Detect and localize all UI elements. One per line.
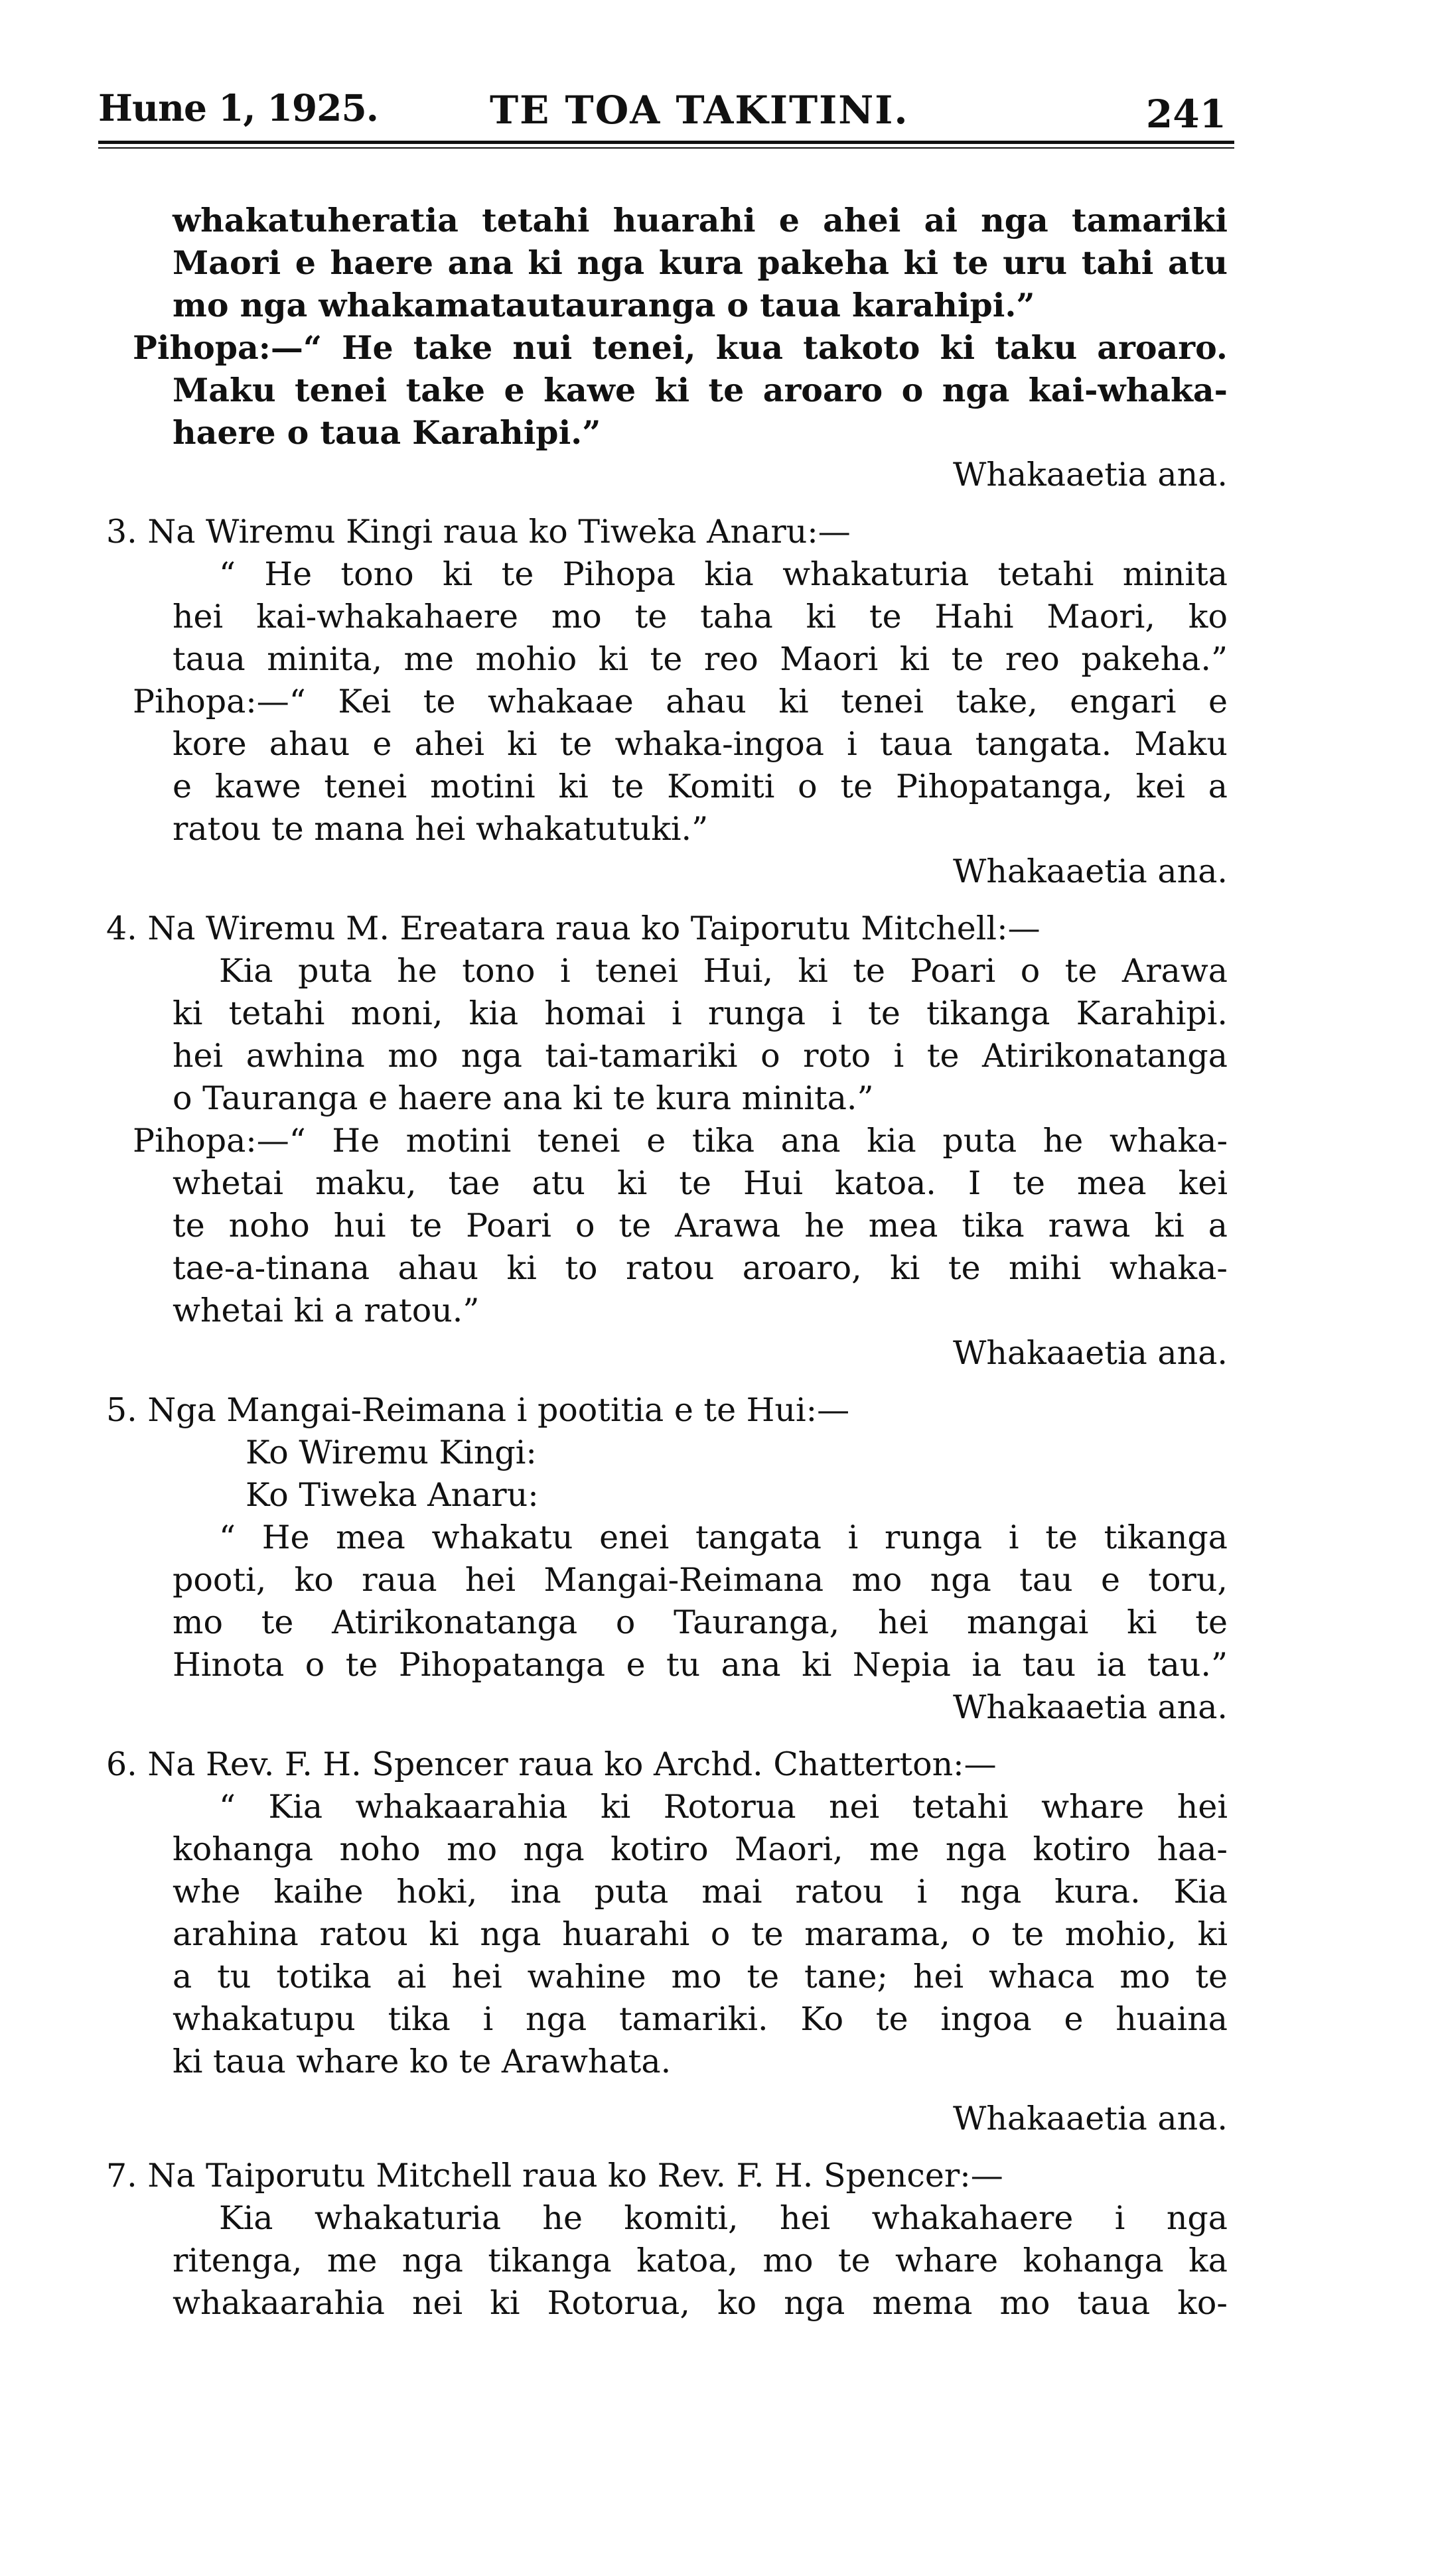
speaker-line: Pihopa:—“ Kei te whakaae ahau ki tenei take, engari e xyxy=(133,683,1228,720)
resolution-note: Whakaaetia ana. xyxy=(953,456,1228,494)
text-line: hei kai-whakahaere mo te taha ki te Hahi Maori, ko xyxy=(173,598,1228,636)
text-line: haere o taua Karahipi.” xyxy=(173,413,601,452)
text-line: whetai maku, tae atu ki te Hui katoa. I te mea kei xyxy=(173,1164,1228,1202)
text-line: o Tauranga e haere ana ki te kura minita.” xyxy=(173,1079,874,1117)
header-rule-thin xyxy=(98,147,1234,149)
text-line: ki taua whare ko te Arawhata. xyxy=(173,2043,672,2080)
text-line: Kia puta he tono i tenei Hui, ki te Poari o te Arawa xyxy=(219,952,1228,990)
text-line: hei awhina mo nga tai-tamariki o roto i te Atirikonatanga xyxy=(173,1037,1228,1075)
page-number: 241 xyxy=(1145,92,1226,137)
text-line: “ He tono ki te Pihopa kia whakaturia tetahi minita xyxy=(219,555,1228,593)
header-rule-thick xyxy=(98,141,1234,144)
text-line: Kia whakaturia he komiti, hei whakahaere i nga xyxy=(219,2199,1228,2237)
text-line: Maku tenei take e kawe ki te aroaro o nga kai-whaka- xyxy=(173,371,1228,409)
text-line: te noho hui te Poari o te Arawa he mea tika rawa ki a xyxy=(173,1207,1228,1245)
text-line: ritenga, me nga tikanga katoa, mo te whare kohanga ka xyxy=(173,2242,1228,2279)
text-line: mo te Atirikonatanga o Tauranga, hei mangai ki te xyxy=(173,1603,1228,1641)
text-line: whe kaihe hoki, ina puta mai ratou i nga kura. Kia xyxy=(173,1873,1228,1911)
resolution-note: Whakaaetia ana. xyxy=(953,1688,1228,1726)
text-line: whakaarahia nei ki Rotorua, ko nga mema mo taua ko- xyxy=(173,2284,1228,2322)
publication-title: TE TOA TAKITINI. xyxy=(490,88,909,133)
text-line: e kawe tenei motini ki te Komiti o te Pihopatanga, kei a xyxy=(173,768,1228,805)
text-line: kohanga noho mo nga kotiro Maori, me nga kotiro haa- xyxy=(173,1830,1228,1868)
text-line: kore ahau e ahei ki te whaka-ingoa i taua tangata. Maku xyxy=(173,725,1228,763)
resolution-note: Whakaaetia ana. xyxy=(953,852,1228,890)
delegate-name: Ko Tiweka Anaru: xyxy=(246,1476,539,1514)
text-line: a tu totika ai hei wahine mo te tane; hei whaca mo te xyxy=(173,1958,1228,1996)
text-line: taua minita, me mohio ki te reo Maori ki te reo pakeha.” xyxy=(173,640,1228,678)
item-heading-7: 7. Na Taiporutu Mitchell raua ko Rev. F. H. Spencer:— xyxy=(106,2157,1003,2195)
text-line: ratou te mana hei whakatutuki.” xyxy=(173,810,709,848)
item-heading-5: 5. Nga Mangai-Reimana i pootitia e te Hui:— xyxy=(106,1391,850,1429)
item-heading-6: 6. Na Rev. F. H. Spencer raua ko Archd. Chatterton:— xyxy=(106,1745,997,1783)
text-line: “ Kia whakaarahia ki Rotorua nei tetahi whare hei xyxy=(219,1788,1228,1826)
resolution-note: Whakaaetia ana. xyxy=(953,1334,1228,1372)
text-line: ki tetahi moni, kia homai i runga i te tikanga Karahipi. xyxy=(173,994,1228,1032)
item-heading-3: 3. Na Wiremu Kingi raua ko Tiweka Anaru:— xyxy=(106,513,851,551)
text-line: Maori e haere ana ki nga kura pakeha ki te uru tahi atu xyxy=(173,243,1228,282)
body-text xyxy=(106,199,1228,2325)
resolution-note: Whakaaetia ana. xyxy=(953,2100,1228,2137)
text-line: “ He mea whakatu enei tangata i runga i te tikanga xyxy=(219,1519,1228,1556)
item-heading-4: 4. Na Wiremu M. Ereatara raua ko Taiporutu Mitchell:— xyxy=(106,910,1041,947)
issue-date: Hune 1, 1925. xyxy=(98,86,378,129)
text-line: tae-a-tinana ahau ki to ratou aroaro, ki te mihi whaka- xyxy=(173,1249,1228,1287)
text-line: whakatuheratia tetahi huarahi e ahei ai nga tamariki xyxy=(173,201,1228,239)
text-line: whakatupu tika i nga tamariki. Ko te ingoa e huaina xyxy=(173,2000,1228,2038)
text-line: arahina ratou ki nga huarahi o te marama, o te mohio, ki xyxy=(173,1915,1228,1953)
text-line: Hinota o te Pihopatanga e tu ana ki Nepia ia tau ia tau.” xyxy=(173,1646,1228,1684)
speaker-line: Pihopa:—“ He motini tenei e tika ana kia puta he whaka- xyxy=(133,1122,1228,1160)
speaker-line: Pihopa:—“ He take nui tenei, kua takoto ki taku aroaro. xyxy=(133,328,1228,367)
text-line: whetai ki a ratou.” xyxy=(173,1292,480,1329)
text-line: mo nga whakamatautauranga o taua karahipi.” xyxy=(173,286,1035,324)
text-line: pooti, ko raua hei Mangai-Reimana mo nga tau e toru, xyxy=(173,1561,1228,1599)
delegate-name: Ko Wiremu Kingi: xyxy=(246,1434,537,1471)
